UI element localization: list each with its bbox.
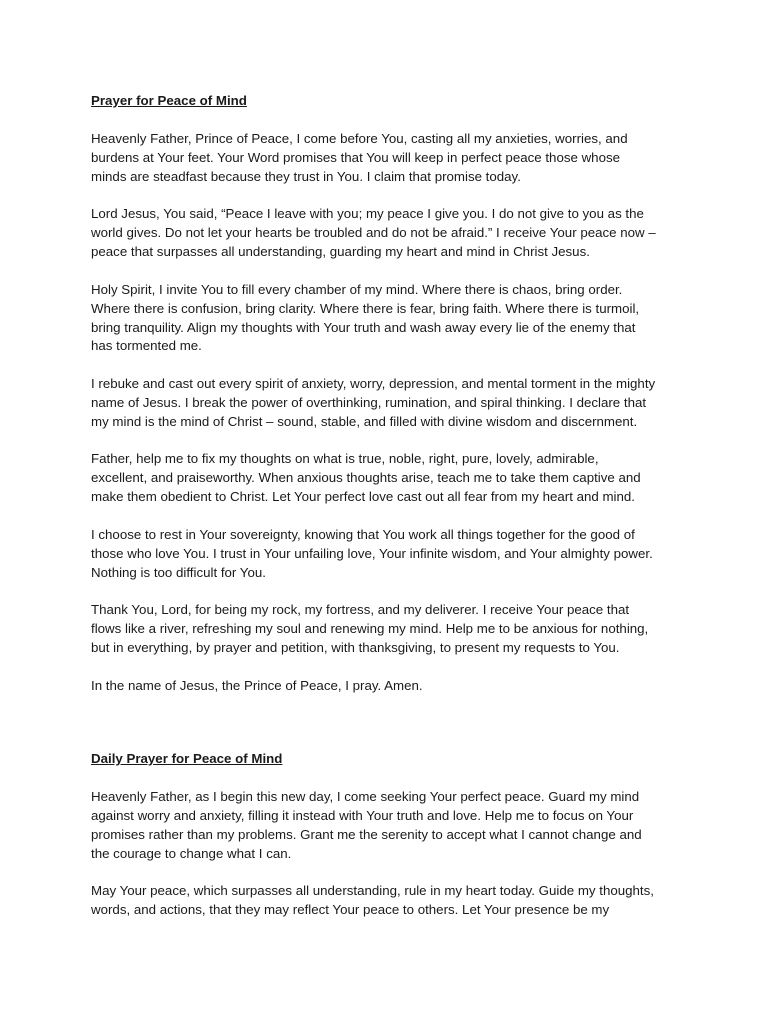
- prayer-paragraph: [91, 450, 681, 507]
- paragraph-line: world gives. Do not let your hearts be troubled and do not be afraid.” I receive Your peace now –: [91, 225, 656, 241]
- paragraph-line: has tormented me.: [91, 338, 202, 354]
- paragraph-line: but in everything, by prayer and petition, with thanksgiving, to present my requests to You.: [91, 640, 620, 656]
- paragraph-line: those who love You. I trust in Your unfailing love, Your infinite wisdom, and Your almighty power.: [91, 545, 653, 561]
- paragraph-line: against worry and anxiety, filling it instead with Your truth and love. Help me to focus on Your: [91, 808, 634, 824]
- paragraph-line: Father, help me to fix my thoughts on what is true, noble, right, pure, lovely, admirable,: [91, 451, 599, 467]
- paragraph-line: I rebuke and cast out every spirit of anxiety, worry, depression, and mental torment in the mighty: [91, 376, 656, 392]
- paragraph-line: Heavenly Father, Prince of Peace, I come before You, casting all my anxieties, worries, and: [91, 130, 628, 146]
- prayer-paragraph: [91, 130, 681, 187]
- paragraph-line: Lord Jesus, You said, “Peace I leave with you; my peace I give you. I do not give to you as the: [91, 206, 644, 222]
- paragraph-line: May Your peace, which surpasses all understanding, rule in my heart today. Guide my thoughts,: [91, 883, 654, 899]
- prayer-paragraph: [91, 281, 681, 357]
- paragraph-line: Nothing is too difficult for You.: [91, 564, 266, 580]
- paragraph-line: flows like a river, refreshing my soul and renewing my mind. Help me to be anxious for nothing,: [91, 621, 649, 637]
- prayer-paragraph: [91, 882, 681, 920]
- paragraph-line: bring tranquility. Align my thoughts with Your truth and wash away every lie of the enemy that: [91, 319, 636, 335]
- section-spacer: [91, 714, 681, 750]
- prayer-paragraph: [91, 205, 681, 262]
- paragraph-line: promises rather than my problems. Grant me the serenity to accept what I cannot change and: [91, 826, 642, 842]
- paragraph-line: Holy Spirit, I invite You to fill every chamber of my mind. Where there is chaos, bring order.: [91, 281, 623, 297]
- paragraph-line: Where there is confusion, bring clarity. Where there is fear, bring faith. Where there is turmoil,: [91, 300, 640, 316]
- paragraph-line: words, and actions, that they may reflect Your peace to others. Let Your presence be my: [91, 902, 610, 918]
- section-heading: Prayer for Peace of Mind: [91, 93, 247, 108]
- paragraph-line: I choose to rest in Your sovereignty, knowing that You work all things together for the good of: [91, 526, 635, 542]
- paragraph-line: peace that surpasses all understanding, guarding my heart and mind in Christ Jesus.: [91, 244, 590, 260]
- section-heading: Daily Prayer for Peace of Mind: [91, 751, 283, 767]
- paragraph-line: burdens at Your feet. Your Word promises that You will keep in perfect peace those whose: [91, 149, 621, 165]
- prayer-paragraph: [91, 788, 681, 864]
- paragraph-line: my mind is the mind of Christ – sound, stable, and filled with divine wisdom and discernment.: [91, 413, 638, 429]
- paragraph-line: name of Jesus. I break the power of overthinking, rumination, and spiral thinking. I declare that: [91, 394, 647, 410]
- paragraph-line: In the name of Jesus, the Prince of Peace, I pray. Amen.: [91, 677, 423, 693]
- paragraph-line: Heavenly Father, as I begin this new day, I come seeking Your perfect peace. Guard my mind: [91, 789, 640, 805]
- paragraph-line: minds are steadfast because they trust in You. I claim that promise today.: [91, 168, 521, 184]
- prayer-paragraph: [91, 375, 681, 432]
- prayer-paragraph: [91, 526, 681, 583]
- prayer-paragraph: [91, 601, 681, 658]
- paragraph-line: the courage to change what I can.: [91, 845, 292, 861]
- document-content: [91, 92, 681, 920]
- paragraph-line: excellent, and praiseworthy. When anxious thoughts arise, teach me to take them captive and: [91, 470, 641, 486]
- paragraph-line: Thank You, Lord, for being my rock, my fortress, and my deliverer. I receive Your peace that: [91, 602, 630, 618]
- prayer-paragraph: [91, 677, 681, 696]
- paragraph-line: make them obedient to Christ. Let Your perfect love cast out all fear from my heart and mind.: [91, 489, 635, 505]
- document-page: [91, 92, 681, 939]
